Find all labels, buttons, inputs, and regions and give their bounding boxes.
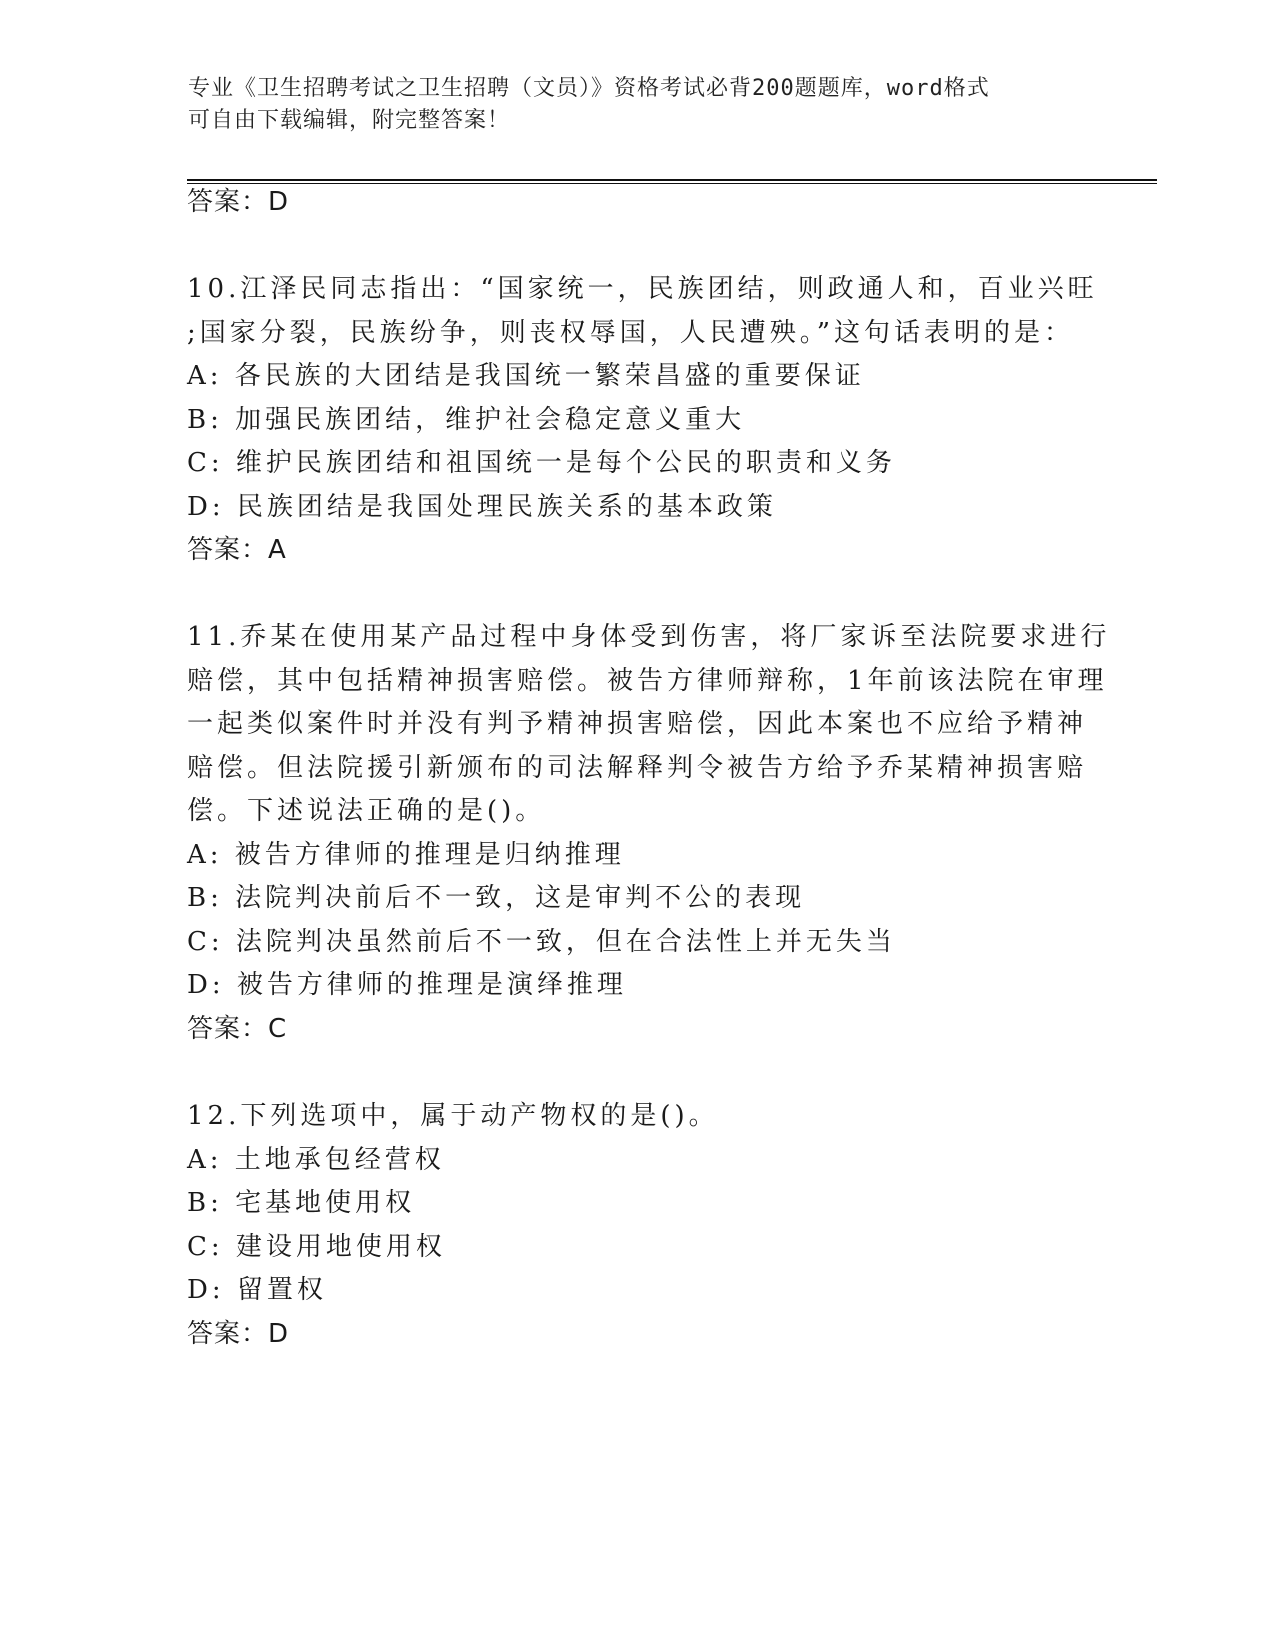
question-12-option-b: B: 宅基地使用权 [187, 1188, 416, 1218]
question-12-option-c: C: 建设用地使用权 [187, 1232, 446, 1262]
question-12-option-d: D: 留置权 [187, 1275, 327, 1305]
question-10-option-b: B: 加强民族团结，维护社会稳定意义重大 [187, 405, 746, 435]
question-11-stem-line-3: 一起类似案件时并没有判予精神损害赔偿，因此本案也不应给予精神 [187, 709, 1088, 739]
question-10-option-d: D: 民族团结是我国处理民族关系的基本政策 [187, 492, 777, 522]
question-10-stem-line-1: 10.江泽民同志指出：“国家统一，民族团结，则政通人和，百业兴旺 [187, 274, 1098, 304]
question-10-option-c: C: 维护民族团结和祖国统一是每个公民的职责和义务 [187, 448, 896, 478]
question-11-option-b: B: 法院判决前后不一致，这是审判不公的表现 [187, 883, 806, 913]
question-11-option-a: A: 被告方律师的推理是归纳推理 [187, 840, 625, 870]
document-header [188, 73, 1088, 137]
question-11-answer: 答案：C [187, 1014, 288, 1044]
question-12-stem-line-1: 12.下列选项中，属于动产物权的是()。 [187, 1101, 719, 1131]
question-11-option-c: C: 法院判决虽然前后不一致，但在合法性上并无失当 [187, 927, 896, 957]
question-11-stem-line-4: 赔偿。但法院援引新颁布的司法解释判令被告方给予乔某精神损害赔 [187, 753, 1088, 783]
question-11-stem-line-5: 偿。下述说法正确的是()。 [187, 796, 546, 826]
header-divider-thin [187, 183, 1157, 184]
question-12-answer: 答案：D [187, 1319, 290, 1349]
header-divider [187, 179, 1157, 181]
answer-line: 答案：D [187, 187, 290, 217]
header-line-1: 专业《卫生招聘考试之卫生招聘（文员）》资格考试必背200题题库，word格式 [188, 76, 990, 101]
question-10-answer: 答案：A [187, 535, 287, 565]
question-11-stem-line-1: 11.乔某在使用某产品过程中身体受到伤害，将厂家诉至法院要求进行 [187, 622, 1111, 652]
question-10-stem-line-2: ;国家分裂，民族纷争，则丧权辱国，人民遭殃。”这句话表明的是： [187, 318, 1075, 348]
question-11-stem-line-2: 赔偿，其中包括精神损害赔偿。被告方律师辩称，1年前该法院在审理 [187, 666, 1108, 696]
header-line-2: 可自由下载编辑，附完整答案！ [188, 108, 511, 133]
question-10-option-a: A: 各民族的大团结是我国统一繁荣昌盛的重要保证 [187, 361, 865, 391]
question-12-option-a: A: 土地承包经营权 [187, 1145, 445, 1175]
question-11-option-d: D: 被告方律师的推理是演绎推理 [187, 970, 627, 1000]
